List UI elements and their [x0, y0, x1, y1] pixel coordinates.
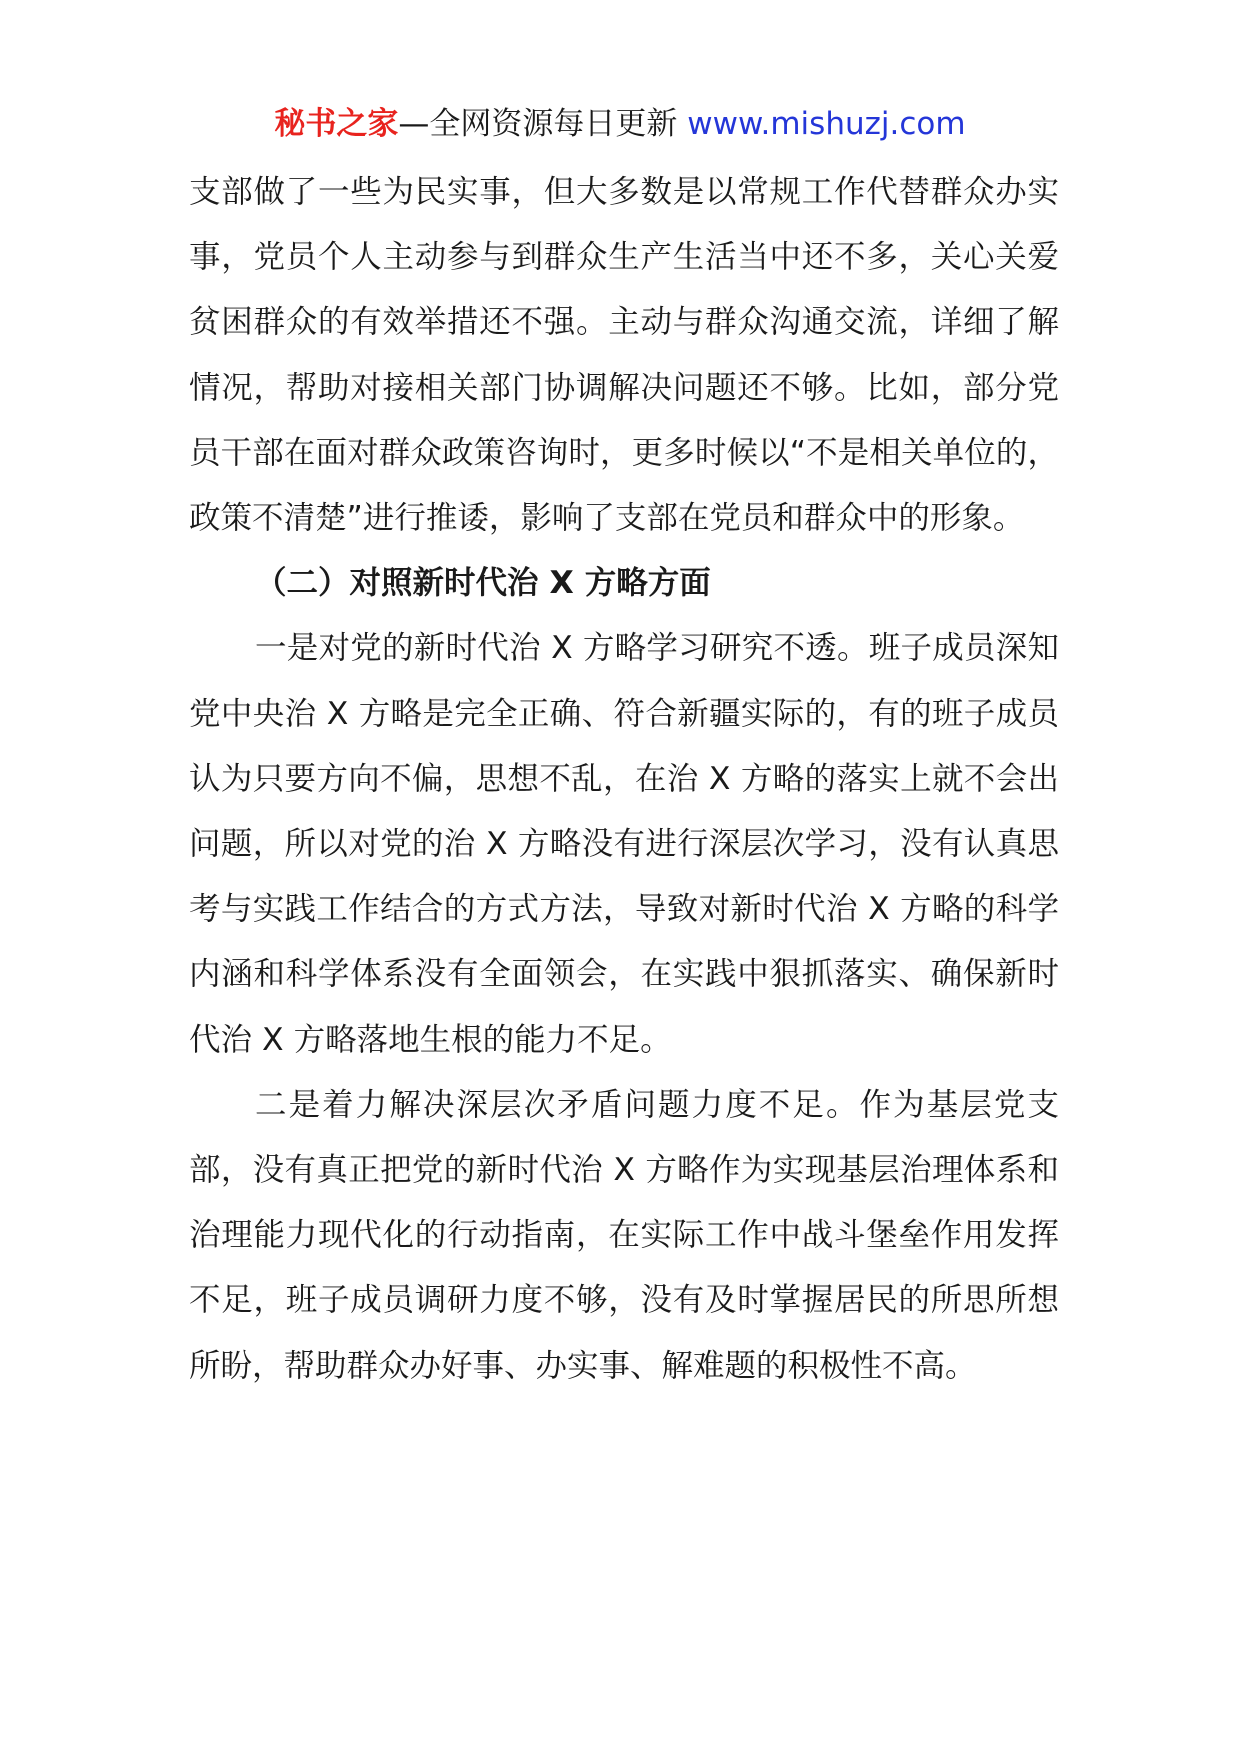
section-heading: （二）对照新时代治 X 方略方面	[255, 565, 711, 602]
continuation-paragraph: 支部做了一些为民实事，但大多数是以常规工作代替群众办实事，党员个人主动参与到群众生产生活当中还不多，关心关爱贫困群众的有效举措还不强。主动与群众沟通交流，详细了解情况，帮助对接相关部门协调解决问题还不够。比如，部分党员干部在面对群众政策咨询时，更多时候以“不是相关单位的，政策不清楚”进行推诿，影响了支部在党员和群众中的形象。	[189, 174, 1059, 537]
header-tagline: —全网资源每日更新	[398, 106, 688, 142]
page-header	[0, 102, 1240, 146]
website-link[interactable]: www.mishuzj.com	[687, 106, 966, 142]
brand-name: 秘书之家	[274, 106, 399, 142]
body-paragraph-2: 二是着力解决深层次矛盾问题力度不足。作为基层党支部，没有真正把党的新时代治 X 方略作为实现基层治理体系和治理能力现代化的行动指南，在实际工作中战斗堡垒作用发挥不足，班子成员调研力度不够，没有及时掌握居民的所思所想所盼，帮助群众办好事、办实事、解难题的积极性不高。	[189, 1086, 1059, 1384]
document-body	[189, 160, 1059, 1399]
body-paragraph-1: 一是对党的新时代治 X 方略学习研究不透。班子成员深知党中央治 X 方略是完全正确、符合新疆实际的，有的班子成员认为只要方向不偏，思想不乱，在治 X 方略的落实上就不会出问题，所以对党的治 X 方略没有进行深层次学习，没有认真思考与实践工作结合的方式方法，导致对新时代治 X 方略的科学内涵和科学体系没有全面领会，在实践中狠抓落实、确保新时代治 X 方略落地生根的能力不足。	[189, 630, 1059, 1058]
